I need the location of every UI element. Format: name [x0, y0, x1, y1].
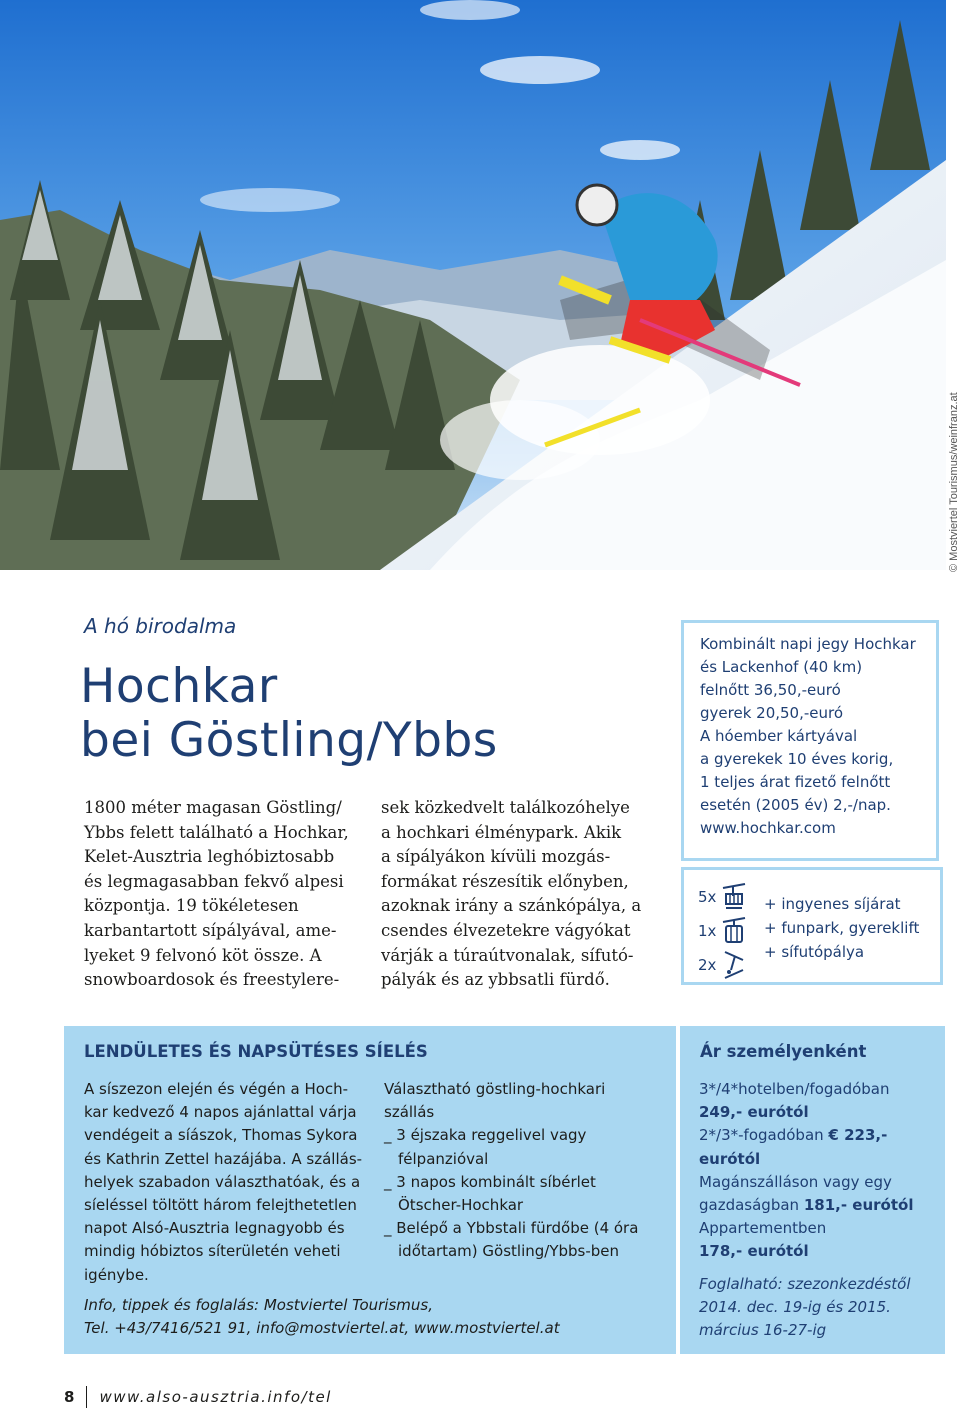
info-line: felnőtt 36,50,-euró — [700, 681, 841, 699]
info-line: A hóember kártyával — [700, 727, 858, 745]
footer-url[interactable]: www.also-ausztria.info/tel — [99, 1388, 332, 1406]
gondola-icon — [721, 916, 747, 946]
body-line: központja. 19 tökéletesen — [84, 896, 299, 916]
info-line: esetén (2005 év) 2,-/nap. — [700, 796, 891, 814]
page-number: 8 — [64, 1388, 75, 1406]
lift-count: 2x — [698, 956, 717, 974]
body-line: snowboardosok és freestylere- — [84, 970, 340, 990]
body-line: Kelet-Ausztria leghóbiztosabb — [84, 847, 335, 867]
price-value: 178,- eurótól — [699, 1242, 809, 1261]
body-line: formákat részesítik előnyben, — [381, 871, 629, 891]
body-line: a sípályákon kívüli mozgás- — [381, 847, 611, 867]
offer-panel — [64, 1026, 676, 1354]
body-line: Ybbs felett található a Hochkar, — [84, 822, 349, 842]
offer-line: síeléssel töltött három felejthetetlen — [84, 1196, 357, 1215]
offer-line: kar kedvező 4 napos ajánlattal várja — [84, 1103, 357, 1122]
title-line-2: bei Göstling/Ybbs — [80, 713, 498, 768]
price-list — [699, 1078, 913, 1342]
body-line: azoknak irány a szánkópálya, a — [381, 896, 642, 916]
price-line: Appartementben — [699, 1219, 827, 1238]
body-line: karbantartott sípályával, ame- — [84, 920, 337, 940]
ticket-info-box — [681, 620, 939, 861]
info-line: a gyerekek 10 éves korig, — [700, 750, 894, 768]
lift-count: 1x — [698, 922, 717, 940]
body-line: pályák és az ybbsatli fürdő. — [381, 970, 610, 990]
price-value: 181,- eurótól — [803, 1196, 914, 1215]
offer-include-line: _ Belépő a Ybbstali fürdőbe (4 óra — [384, 1219, 639, 1238]
body-line: 1800 méter magasan Göstling/ — [84, 798, 342, 817]
body-column-1 — [84, 796, 349, 993]
body-line: sek közkedvelt találkozóhelye — [381, 798, 630, 817]
offer-heading: LENDÜLETES ÉS NAPSÜTÉSES SÍELÉS — [84, 1042, 428, 1061]
body-column-2 — [381, 796, 641, 993]
price-heading: Ár személyenként — [700, 1042, 867, 1061]
ski-photo — [0, 0, 946, 570]
offer-line: vendégeit a síászok, Thomas Sykora — [84, 1126, 358, 1145]
price-line: 3*/4*hotelben/fogadóban — [699, 1080, 890, 1098]
title-line-1: Hochkar — [80, 659, 278, 714]
footer-divider — [86, 1386, 87, 1408]
offer-include-line: időtartam) Göstling/Ybbs-ben — [398, 1242, 620, 1261]
offer-include-line: _ 3 napos kombinált síbérlet — [384, 1172, 596, 1191]
booking-period: március 16-27-ig — [699, 1321, 827, 1340]
feature-item: + sífutópálya — [764, 943, 865, 961]
body-line: csendes élvezetekre vágyókat — [381, 920, 631, 940]
price-value: eurótól — [699, 1149, 761, 1168]
kicker: A hó birodalma — [84, 614, 237, 638]
body-line: várják a túraútvonalak, sífutó- — [381, 945, 634, 965]
chairlift-icon — [721, 882, 747, 912]
lift-features — [764, 892, 919, 964]
offer-line: napot Alsó-Ausztria legnagyobb és — [84, 1219, 345, 1238]
offer-description — [84, 1078, 362, 1287]
page-title — [80, 660, 498, 768]
price-line: gazdaságban — [699, 1196, 804, 1215]
offer-line: A síszezon elején és végén a Hoch- — [84, 1080, 349, 1098]
hero-photo — [0, 0, 946, 570]
lift-row-chairlift — [698, 882, 747, 912]
price-value: 249,- eurótól — [699, 1103, 809, 1122]
offer-include-line: félpanzióval — [398, 1149, 489, 1168]
lift-row-ski-lift — [698, 950, 747, 980]
lift-count: 5x — [698, 888, 717, 906]
body-line: lyeket 9 felvonó köt össze. A — [84, 945, 322, 965]
info-line: Kombinált napi jegy Hochkar — [700, 635, 916, 653]
info-line: 1 teljes árat fizető felnőtt — [700, 773, 891, 791]
offer-line: mindig hóbiztos síterületén veheti — [84, 1242, 341, 1261]
page-footer — [64, 1386, 332, 1408]
offer-line: és Kathrin Zettel hazájába. A szállás- — [84, 1149, 363, 1168]
hochkar-link[interactable]: www.hochkar.com — [700, 819, 836, 837]
info-line: gyerek 20,50,-euró — [700, 704, 844, 722]
price-line: 2*/3*-fogadóban — [699, 1126, 829, 1145]
price-value: € 223,- — [828, 1126, 888, 1145]
feature-item: + funpark, gyereklift — [764, 919, 920, 937]
booking-period: 2014. dec. 19-ig és 2015. — [699, 1297, 891, 1316]
offer-include-line: Ötscher-Hochkar — [398, 1196, 524, 1215]
body-line: a hochkari élménypark. Akik — [381, 822, 622, 842]
booking-contact[interactable]: Tel. +43/7416/521 91, info@mostviertel.at, www.mostviertel.at — [84, 1319, 560, 1338]
offer-include-line: _ 3 éjszaka reggelivel vagy — [384, 1126, 587, 1145]
info-line: és Lackenhof (40 km) — [700, 658, 863, 676]
price-panel — [680, 1026, 945, 1354]
feature-item: + ingyenes síjárat — [764, 895, 901, 913]
price-line: Magánszálláson vagy egy — [699, 1172, 892, 1191]
booking-period: Foglalható: szezonkezdéstől — [699, 1274, 911, 1293]
offer-line: helyek szabadon választhatóak, és a — [84, 1172, 361, 1191]
lift-row-gondola — [698, 916, 747, 946]
lift-box — [681, 867, 943, 985]
ski-lift-icon — [721, 950, 747, 980]
offer-include-line: szállás — [384, 1103, 435, 1122]
offer-includes-list — [384, 1078, 638, 1264]
booking-info-line: Info, tippek és foglalás: Mostviertel Tourismus, — [84, 1296, 433, 1314]
booking-info — [84, 1294, 560, 1340]
offer-include-line: Választható göstling-hochkari — [384, 1080, 606, 1098]
body-line: és legmagasabban fekvő alpesi — [84, 871, 344, 891]
offer-line: igénybe. — [84, 1265, 149, 1284]
